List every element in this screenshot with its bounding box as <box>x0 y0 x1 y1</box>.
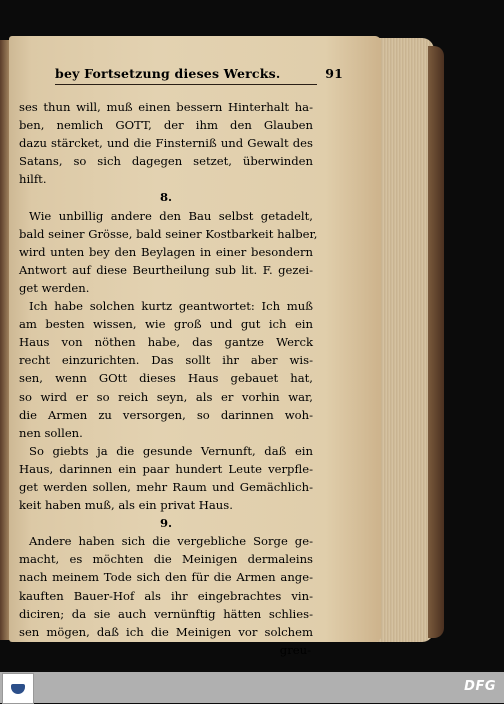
text-line: Antwort auf diese Beurtheilung sub lit. F. gezei- <box>19 262 313 277</box>
text-line: macht, es möchten die Meinigen dermaleins <box>19 552 313 567</box>
text-line: sen mögen, daß ich die Meinigen vor solchem <box>19 624 313 639</box>
quote-line: am besten wissen, wie groß und gut ich ein <box>19 317 313 332</box>
quote-line: nen sollen. <box>19 425 83 440</box>
text-line: diciren; da sie auch vernünftig hätten schlies- <box>19 606 313 621</box>
quote-line: recht einzurichten. Das sollt ihr aber wis- <box>19 353 313 368</box>
section-number: 9. <box>159 516 173 531</box>
book-fore-edge <box>372 38 434 642</box>
text-line: ses thun will, muß einen bessern Hinterhalt ha- <box>19 100 313 114</box>
text-line: dazu stärcket, und die Finsterniß und Gewalt des <box>19 136 313 151</box>
text-line: keit haben muß, als ein privat Haus. <box>19 498 233 513</box>
text-line: get werden sollen, mehr Raum und Gemächlich- <box>19 479 313 494</box>
text-line: Andere haben sich die vergebliche Sorge ge- <box>29 534 313 549</box>
text-line: hilft. <box>19 172 47 187</box>
text-line: Wie unbillig andere den Bau selbst getadelt, <box>29 208 313 223</box>
text-line: bald seiner Grösse, bald seiner Kostbarkeit halber, <box>19 226 318 241</box>
page-body <box>19 98 318 659</box>
text-line: get werden. <box>19 280 90 295</box>
quote-line: so wird er so reich seyn, als er vorhin war, <box>19 389 313 404</box>
dfg-logo: DFG <box>464 679 496 694</box>
running-header <box>55 66 343 85</box>
catchword: greu- <box>279 642 311 657</box>
book-page <box>9 36 381 657</box>
crest-icon <box>11 684 25 694</box>
text-line: Haus, darinnen ein paar hundert Leute verpfle- <box>19 461 313 476</box>
quote-line: Haus von nöthen habe, das gantze Werck <box>19 335 313 350</box>
section-number: 8. <box>159 190 173 205</box>
running-title: bey Fortsetzung dieses Wercks. <box>55 66 281 81</box>
library-logo-icon <box>2 673 34 704</box>
text-line: kauften Bauer-Hof als ihr eingebrachtes vin- <box>19 588 313 603</box>
quote-line: sen, wenn GOtt dieses Haus gebauet hat, <box>19 371 313 386</box>
book-cover-edge <box>428 46 444 638</box>
quote-line: Ich habe solchen kurtz geantwortet: Ich muß <box>29 299 313 314</box>
text-line: So giebts ja die gesunde Vernunft, daß ein <box>29 443 313 458</box>
page-number: 91 <box>325 66 343 81</box>
viewer-footer-bar <box>0 672 504 703</box>
text-line: ben, nemlich GOTT, der ihm den Glauben <box>19 118 313 133</box>
quote-line: die Armen zu versorgen, so darinnen woh- <box>19 407 313 422</box>
text-line: nach meinem Tode sich den für die Armen ange- <box>19 570 313 585</box>
text-line: Satans, so sich dagegen setzet, überwinden <box>19 154 313 169</box>
text-line: wird unten bey den Beylagen in einer besondern <box>19 244 313 259</box>
